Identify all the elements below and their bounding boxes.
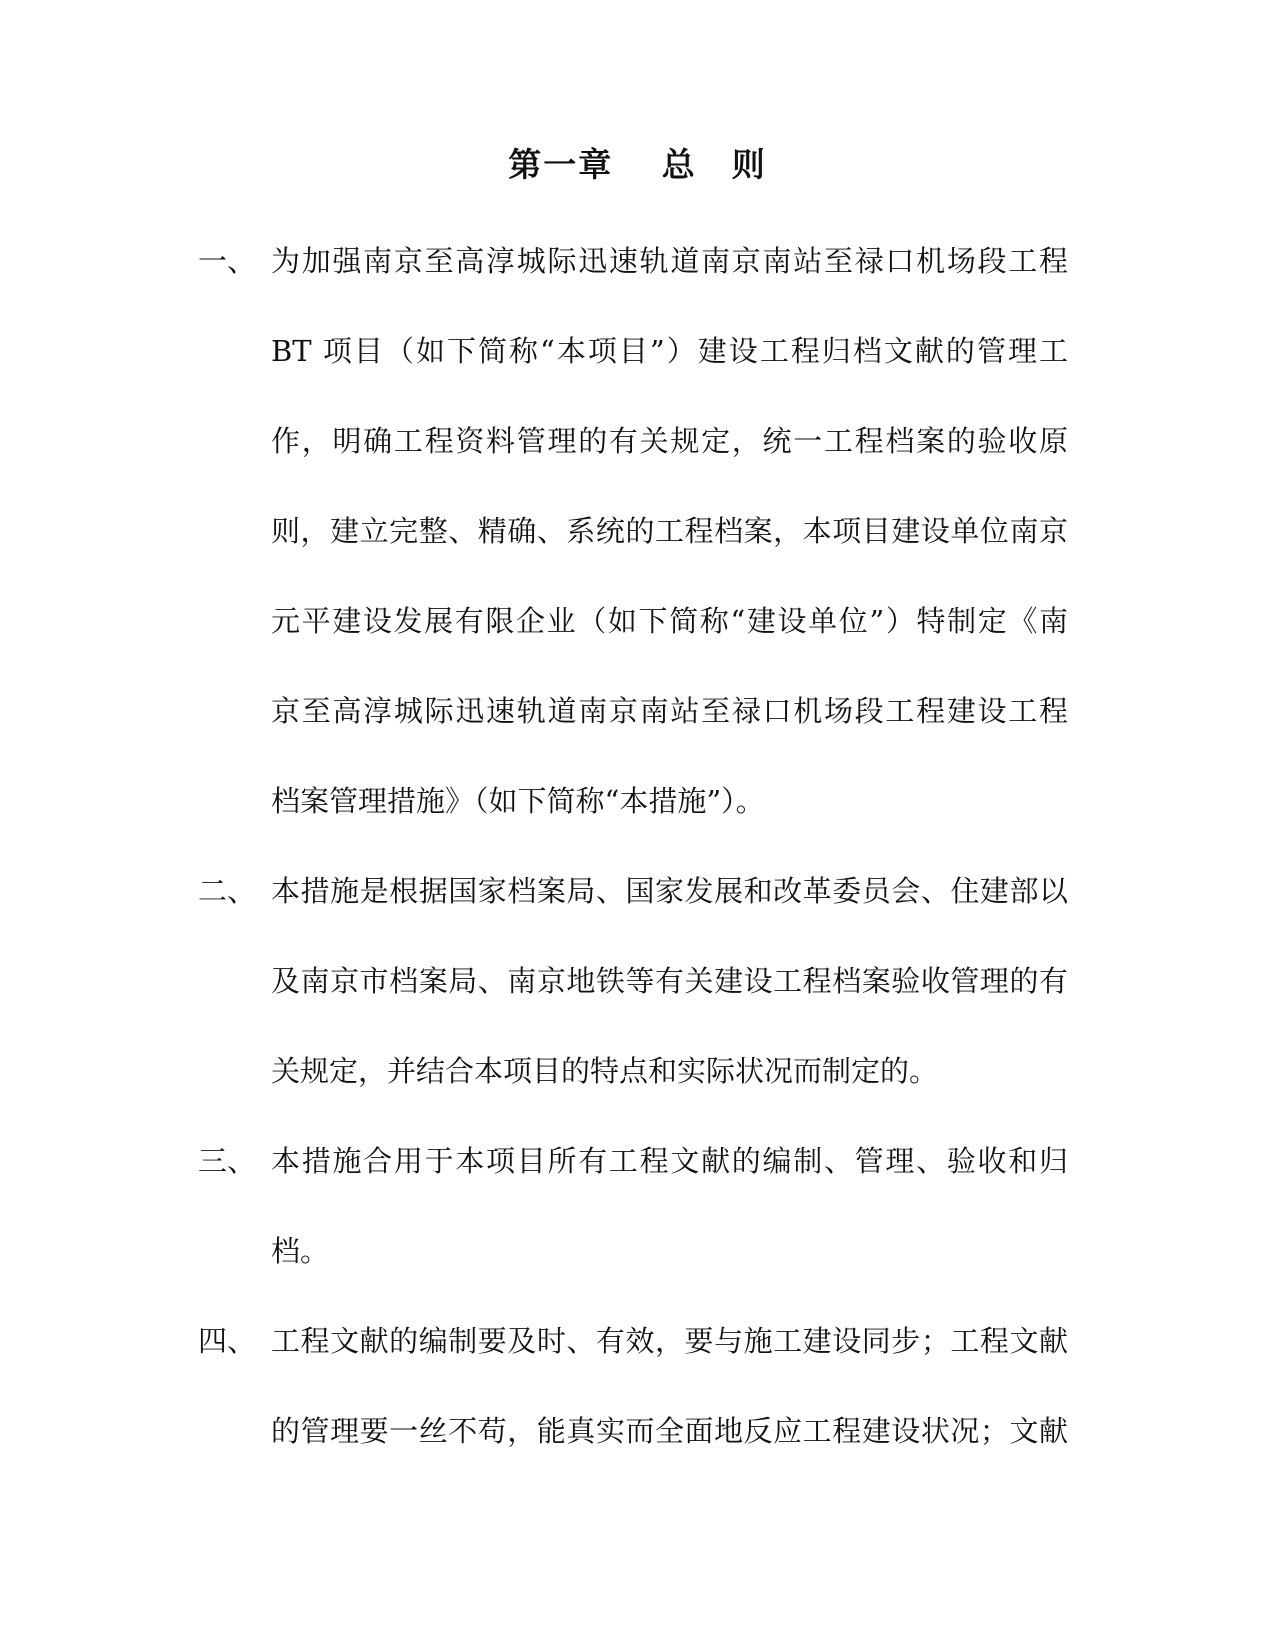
item-marker: 一、 [198,244,257,278]
item-marker: 三、 [198,1144,257,1178]
text-line: 本措施是根据国家档案局、国家发展和改革委员会、住建部以 [271,874,1068,908]
text-line: 本措施合用于本项目所有工程文献的编制、管理、验收和归 [271,1144,1068,1178]
item-body [271,1296,1068,1476]
item-body [271,846,1068,1116]
text-line: BT 项目（如下简称“本项目”）建设工程归档文献的管理工 [271,334,1068,368]
chapter-title: 第一章 总 则 [508,145,767,184]
item-body [271,216,1068,846]
text-line: 关规定，并结合本项目的特点和实际状况而制定的。 [271,1054,939,1088]
item-body [271,1116,1068,1296]
text-line: 及南京市档案局、南京地铁等有关建设工程档案验收管理的有 [271,964,1068,998]
text-line: 档案管理措施》（如下简称“本措施”）。 [271,784,765,818]
text-line: 元平建设发展有限企业（如下简称“建设单位”）特制定《南 [271,604,1068,638]
text-line: 为加强南京至高淳城际迅速轨道南京南站至禄口机场段工程 [271,244,1068,278]
item-marker: 二、 [198,874,257,908]
text-line: 则，建立完整、精确、系统的工程档案，本项目建设单位南京 [271,514,1068,548]
text-line: 的管理要一丝不苟，能真实而全面地反应工程建设状况；文献 [271,1414,1068,1448]
text-line: 京至高淳城际迅速轨道南京南站至禄口机场段工程建设工程 [271,694,1068,728]
text-line: 工程文献的编制要及时、有效，要与施工建设同步；工程文献 [271,1324,1068,1358]
item-marker: 四、 [198,1324,257,1358]
text-line: 作，明确工程资料管理的有关规定，统一工程档案的验收原 [271,424,1068,458]
text-line: 档。 [271,1234,330,1268]
